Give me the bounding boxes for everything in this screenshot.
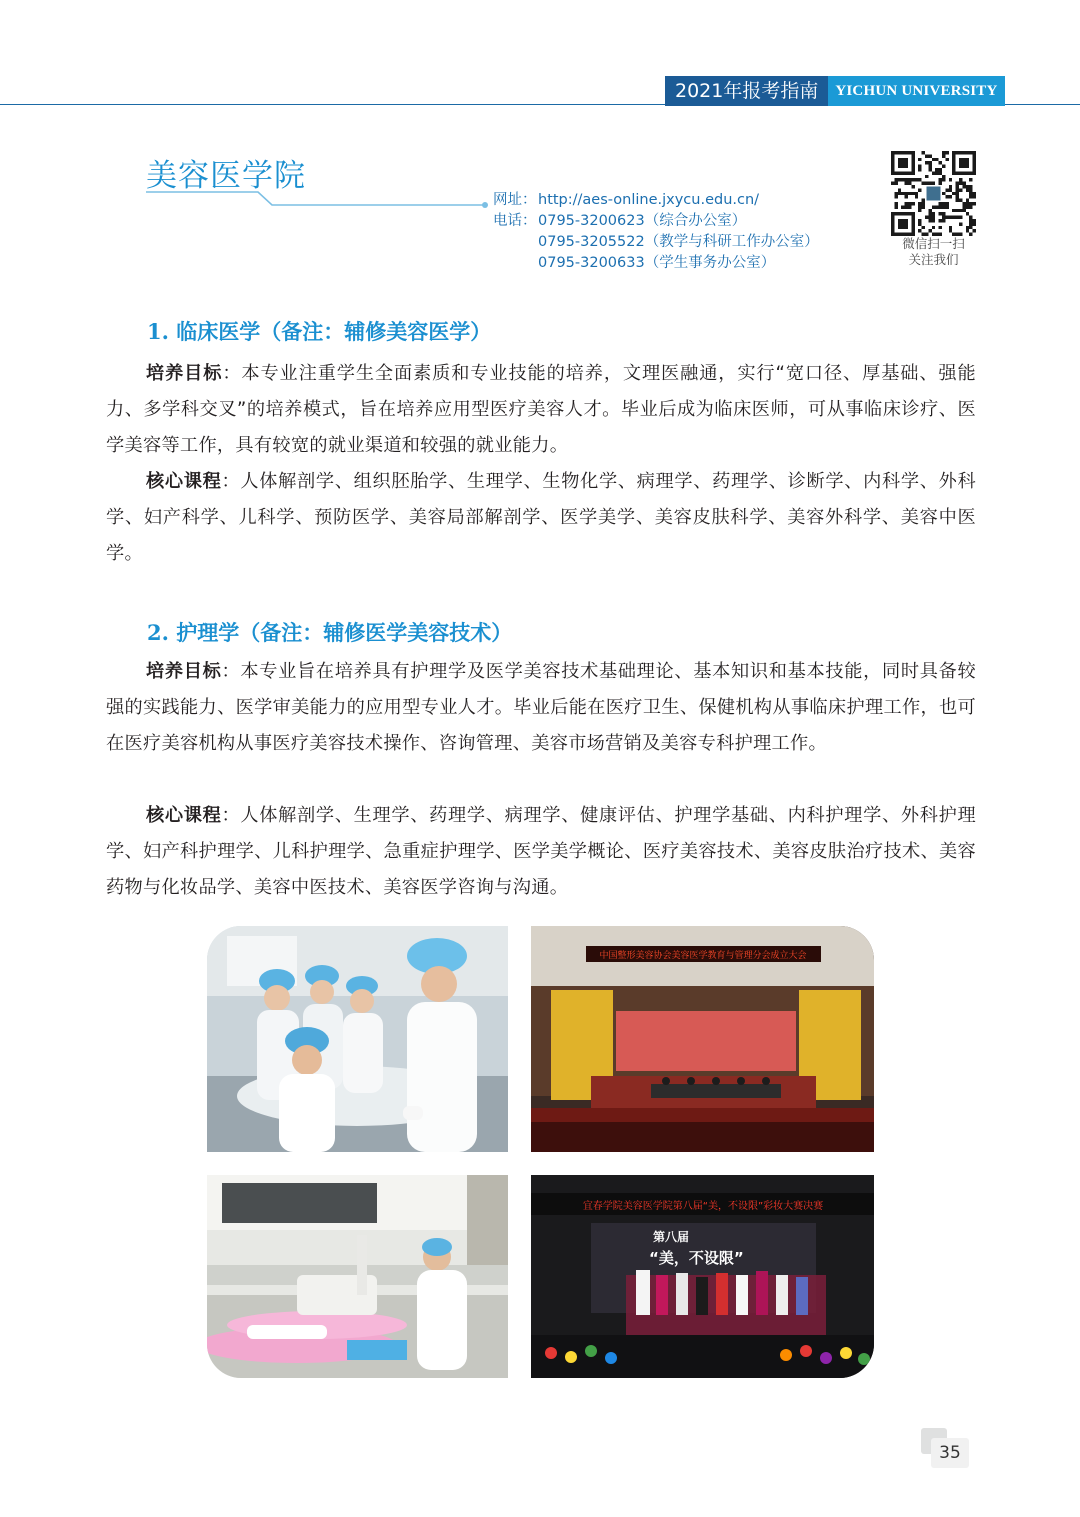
contest-screen-line1: 第八届 — [653, 1230, 690, 1244]
photo-makeup-contest — [531, 1175, 874, 1378]
phone-label: 电话： — [493, 213, 537, 229]
major-2-course-text: ：人体解剖学、生理学、药理学、病理学、健康评估、护理学基础、内科护理学、外科护理学、妇产科护理学、儿科护理学、急重症护理学、医学美学概论、医疗美容技术、美容皮肤治疗技术、美容药物与化妆品学、美容中医技术、美容医学咨询与沟通。 — [106, 805, 976, 898]
conference-banner-text: 中国整形美容协会美容医学教育与管理分会成立大会 — [599, 951, 807, 961]
major-1-course-text: ：人体解剖学、组织胚胎学、生理学、生物化学、病理学、药理学、诊断学、内科学、外科学、妇产科学、儿科学、预防医学、美容局部解剖学、医学美学、美容皮肤科学、美容外科学、美容中医学。 — [106, 471, 976, 564]
photo-conference — [531, 926, 874, 1152]
major-2-goal — [106, 654, 976, 762]
university-name: YICHUN UNIVERSITY — [828, 76, 1004, 106]
contest-screen-line2: “美，不设限” — [649, 1249, 744, 1267]
qr-caption-line1: 微信扫一扫 — [902, 236, 965, 251]
qr-caption — [880, 236, 987, 268]
major-2-courses — [106, 798, 976, 906]
phone-3: 0795-3200633（学生事务办公室） — [538, 255, 776, 271]
contest-banner-text: 宜春学院美容医学院第八届“美，不设限”彩妆大赛决赛 — [582, 1201, 824, 1212]
major-2-course-label: 核心课程 — [146, 805, 222, 826]
phone-2: 0795-3205522（教学与科研工作办公室） — [538, 234, 819, 250]
major-1-goal — [106, 356, 976, 464]
photo-clinical-teaching — [207, 926, 508, 1152]
qr-caption-line2: 关注我们 — [908, 252, 959, 267]
college-title: 美容医学院 — [146, 158, 306, 194]
major-1-goal-label: 培养目标 — [146, 363, 223, 384]
guide-title: 2021年报考指南 — [665, 76, 828, 106]
qr-code-icon[interactable] — [891, 151, 976, 236]
page-number: 35 — [931, 1438, 969, 1468]
major-2-goal-label: 培养目标 — [146, 661, 222, 682]
photo-beauty-lab — [207, 1175, 508, 1378]
major-1-goal-text: ：本专业注重学生全面素质和专业技能的培养，文理医融通，实行“宽口径、厚基础、强能力、多学科交叉”的培养模式，旨在培养应用型医疗美容人才。毕业后成为临床医师，可从事临床诊疗、医学美容等工作，具有较宽的就业渠道和较强的就业能力。 — [106, 363, 976, 456]
contact-info — [493, 190, 819, 274]
website-label: 网址： — [493, 192, 537, 208]
major-1-course-label: 核心课程 — [146, 471, 222, 492]
phone-1: 0795-3200623（综合办公室） — [538, 213, 747, 229]
major-1-heading: 1. 临床医学（备注：辅修美容医学） — [147, 319, 492, 344]
website-link[interactable]: http://aes-online.jxycu.edu.cn/ — [538, 192, 760, 208]
major-2-heading: 2. 护理学（备注：辅修医学美容技术） — [147, 620, 513, 645]
major-1-courses — [106, 464, 976, 572]
major-2-goal-text: ：本专业旨在培养具有护理学及医学美容技术基础理论、基本知识和基本技能，同时具备较强的实践能力、医学审美能力的应用型专业人才。毕业后能在医疗卫生、保健机构从事临床护理工作，也可在医疗美容机构从事医疗美容技术操作、咨询管理、美容市场营销及美容专科护理工作。 — [106, 661, 976, 754]
